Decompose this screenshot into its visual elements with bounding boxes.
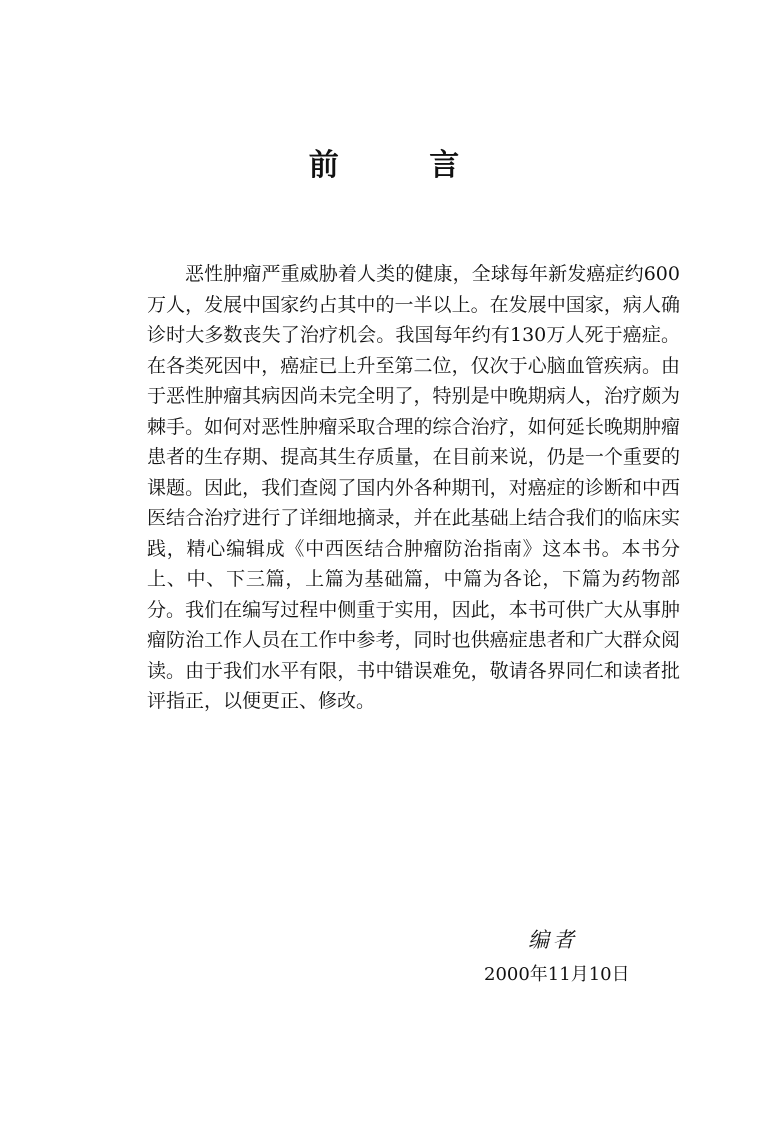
page-title: 前 言	[308, 148, 500, 183]
text-line: 分。我们在编写过程中侧重于实用，因此，本书可供广大从事肿	[147, 598, 680, 621]
text-line: 诊时大多数丧失了治疗机会。我国每年约有130万人死于癌症。	[147, 324, 680, 346]
preface-paragraph	[147, 259, 680, 717]
text-line: 瘤防治工作人员在工作中参考，同时也供癌症患者和广大群众阅	[147, 629, 680, 651]
text-line: 上、中、下三篇，上篇为基础篇，中篇为各论，下篇为药物部	[147, 568, 680, 590]
text-line: 棘手。如何对恶性肿瘤采取合理的综合治疗，如何延长晚期肿瘤	[147, 415, 680, 438]
text-line: 万人，发展中国家约占其中的一半以上。在发展中国家，病人确	[147, 293, 680, 316]
text-line: 恶性肿瘤严重威胁着人类的健康，全球每年新发癌症约600	[185, 263, 680, 285]
author-signature: 编者	[528, 928, 578, 952]
text-line: 践，精心编辑成《中西医结合肿瘤防治指南》这本书。本书分	[147, 537, 680, 560]
text-line: 在各类死因中，癌症已上升至第二位，仅次于心脑血管疾病。由	[147, 354, 680, 377]
text-line: 评指正，以便更正、修改。	[147, 690, 376, 712]
text-line: 于恶性肿瘤其病因尚未完全明了，特别是中晚期病人，治疗颇为	[147, 385, 680, 407]
text-line: 医结合治疗进行了详细地摘录，并在此基础上结合我们的临床实	[147, 507, 680, 529]
text-line: 课题。因此，我们查阅了国内外各种期刊，对癌症的诊断和中西	[147, 476, 680, 499]
text-line: 患者的生存期、提高其生存质量，在目前来说，仍是一个重要的	[147, 446, 680, 468]
date: 2000年11月10日	[484, 964, 630, 985]
text-line: 读。由于我们水平有限，书中错误难免，敬请各界同仁和读者批	[147, 659, 680, 682]
